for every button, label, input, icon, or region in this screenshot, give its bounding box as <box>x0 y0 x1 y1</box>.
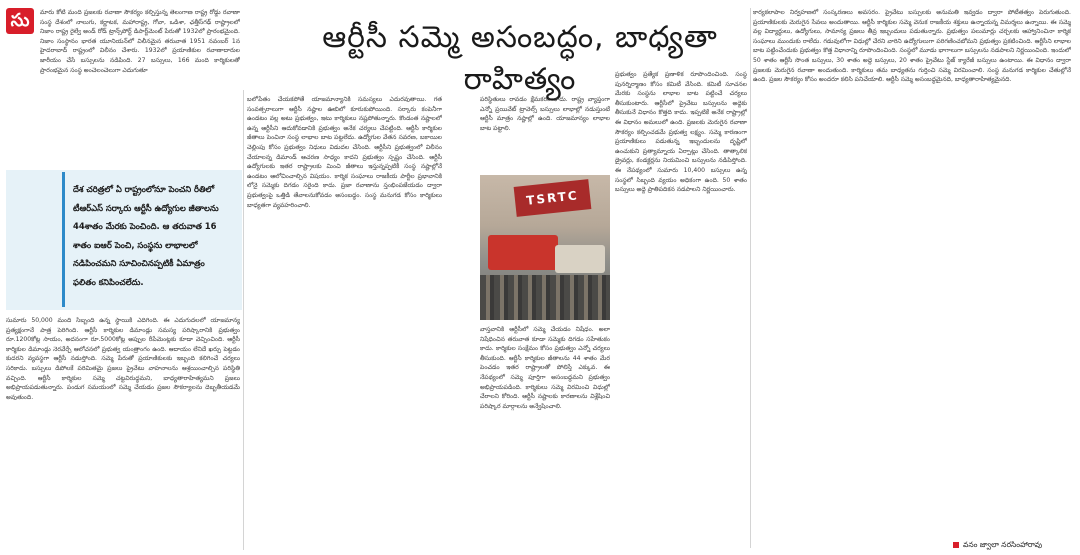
bus-graphic <box>488 235 558 270</box>
article-column-3: పరిస్థితులు రావడం క్షేమకరం కాదు. రాష్ట్ర వ్యాప్తంగా ఎన్నో ప్రయివేట్ ట్రావెల్స్ బస్సులు లాభాల్లో నడుస్తుంటే ఆర్టీసీ మాత్రం నష్టాల్లో ఉంది. యాజమాన్యం లాభాల బాట పట్టాలి. <box>480 96 610 132</box>
pull-quote: దేశ చరిత్రలో ఏ రాష్ట్రంలోనూ పెంచని రీతిలో టీఆర్‌ఎస్ సర్కారు ఆర్టీసీ ఉద్యోగుల జీతాలను 44శాతం మేరకు పెంచింది. ఆ తరువాత 16 శాతం ఐఆర్ పెంచి, సంస్థను లాభాలలో నడిపించమని సూచించినప్పటికీ ఏమాత్రం ఫలితం కనిపించలేదు. <box>62 172 232 307</box>
author-byline <box>953 540 1042 551</box>
article-column-4: ప్రభుత్వం ప్రత్యేక ప్రణాళిక రూపొందించింది. సంస్థ పునర్నిర్మాణం కోసం కమిటీ వేసింది. కమిటీ సూచనల మేరకు సంస్థను లాభాల బాట పట్టించే చర్యలు తీసుకుంటారు. ఆర్టీసీలో ప్రైవేటు బస్సులను అద్దెకు తీసుకునే విధానం కొత్తది కాదు. ఇప్పటికే అనేక రాష్ట్రాల్లో ఈ విధానం అమలులో ఉంది. ప్రజలకు మెరుగైన రవాణా సౌకర్యం కల్పించడమే ప్రభుత్వ లక్ష్యం. సమ్మె కారణంగా ప్రయాణికులు పడుతున్న ఇబ్బందులను దృష్టిలో ఉంచుకుని ప్రత్యామ్నాయ ఏర్పాట్లు చేసింది. తాత్కాలిక డ్రైవర్లు, కండక్టర్లను నియమించి బస్సులను నడిపిస్తోంది. ఈ నేపథ్యంలో సుమారు 10,400 బస్సులు ఉన్న సంస్థలో సిబ్బంది వ్యయం అధికంగా ఉంది. 50 శాతం బస్సులు అద్దె ప్రాతిపదికన నడపాలని నిర్ణయించారు. <box>615 71 747 194</box>
column-divider <box>750 8 751 548</box>
column-divider <box>243 90 244 550</box>
article-column-2: బలోపేతం చేయకపోతే యాజమాన్యానికి సమస్యలు ఎదురవుతాయి. గత సంవత్సరాలుగా ఆర్టీసీ నష్టాల ఊబిలో కూరుకుపోయింది. సర్కారు కంపెనీగా ఉండటం వల్ల అటు ప్రభుత్వం, ఇటు కార్మికులు నష్టపోతున్నారు. కొండంత నష్టాలలో ఉన్న ఆర్టీసీని ఆదుకోవడానికి ప్రభుత్వం అనేక చర్యలు చేపట్టింది. ఆర్టీసీ కార్మికుల జీతాలు పెంచినా సంస్థ లాభాల బాట పట్టలేదు. ఉద్యోగుల వేతన సవరణ, బకాయిల చెల్లింపు కోసం ప్రభుత్వం నిధులు విడుదల చేసింది. ఆర్టీసీని ప్రభుత్వంలో విలీనం చేయాలన్న డిమాండ్ ఆచరణ సాధ్యం కాదని ప్రభుత్వం స్పష్టం చేసింది. ఆర్టీసీ ఉద్యోగులకు ఇతర రాష్ట్రాలకు మించి జీతాలు ఇస్తున్నప్పటికీ సంస్థ నష్టాల్లోనే ఉండటం ఆలోచించాల్సిన విషయం. కార్మిక సంఘాలు రాజకీయ పార్టీల ప్రభావానికి లోనై సమ్మెకు దిగడం సరైంది కాదు. ప్రజా రవాణాను స్తంభింపజేయడం ద్వారా ప్రభుత్వంపై ఒత్తిడి తేవాలనుకోవడం అసంబద్ధం. సంస్థ మనుగడ కోసం కార్మికులు బాధ్యతగా వ్యవహరించాలి. <box>247 96 442 209</box>
article-headline: ఆర్టీసీ సమ్మె అసంబద్ధం, బాధ్యతా రాహిత్యం <box>322 20 718 97</box>
crowd-graphic <box>480 275 610 320</box>
publication-logo: సు <box>6 8 34 34</box>
article-column-5: కార్యకలాపాల నిర్వహణలో సంస్కరణలు అవసరం. ప్రైవేటు బస్సులకు అనుమతి ఇవ్వడం ద్వారా పోటీతత్వం పెరుగుతుంది. ప్రయాణికులకు మెరుగైన సేవలు అందుతాయి. ఆర్టీసీ కార్మికుల సమ్మె వెనుక రాజకీయ శక్తులు ఉన్నాయన్న విమర్శలు ఉన్నాయి. ఈ సమ్మె వల్ల విద్యార్థులు, ఉద్యోగులు, సామాన్య ప్రజలు తీవ్ర ఇబ్బందులు పడుతున్నారు. ప్రభుత్వం పలుమార్లు చర్చలకు ఆహ్వానించినా కార్మిక సంఘాలు ముందుకు రాలేదు. గడువులోగా విధుల్లో చేరని వారిని ఉద్యోగులుగా పరిగణించబోమని ప్రభుత్వం ప్రకటించింది. ఆర్టీసీని లాభాల బాట పట్టించేందుకు ప్రభుత్వం కొత్త విధానాన్ని రూపొందించింది. సంస్థలో మూడు భాగాలుగా బస్సులను నడపాలని నిర్ణయించింది. ఇందులో 50 శాతం ఆర్టీసీ సొంత బస్సులు, 30 శాతం అద్దె బస్సులు, 20 శాతం ప్రైవేటు స్టేజ్ క్యారేజీ బస్సులు ఉంటాయి. ఈ విధానం ద్వారా ప్రజలకు మెరుగైన రవాణా అందుతుంది. కార్మికులు తమ బాధ్యతను గుర్తించి సమ్మె విరమించాలి. సంస్థ మనుగడ కార్మికుల చేతుల్లోనే ఉంది. ప్రజల సౌకర్యం కోసం అందరూ కలిసి పనిచేయాలి. ఆర్టీసీ సమ్మె అసంబద్ధమైనది, బాధ్యతారాహిత్యమైనది. <box>753 9 1071 84</box>
strike-photo <box>480 175 610 320</box>
tsrtc-sign: TSRTC <box>514 179 592 217</box>
article-column-3-continued: వాస్తవానికి ఆర్టీసీలో సమ్మె చేయడం నిషేధం. అలా నిషేధించిన తరువాత కూడా సమ్మెకు దిగడం సహేతుకం కాదు. కార్మికుల సంక్షేమం కోసం ప్రభుత్వం ఎన్నో చర్యలు తీసుకుంది. ఆర్టీసీ కార్మికుల జీతాలను 44 శాతం మేర పెంచడం ఇతర రాష్ట్రాలతో పోలిస్తే ఎక్కువ. ఈ నేపథ్యంలో సమ్మె పూర్తిగా అసంబద్ధమని ప్రభుత్వం అభిప్రాయపడింది. కార్మికులు సమ్మె విరమించి విధుల్లో చేరాలని కోరింది. ఆర్టీసీ నష్టాలకు కారణాలను విశ్లేషించి పరిష్కార మార్గాలను అన్వేషించాలి. <box>480 326 610 410</box>
article-column-1-continued: సుమారు 50,000 మంది సిబ్బంది ఉన్న స్థాయికి ఎదిగింది. ఈ ఎదుగుదలలో యాజమాన్య ప్రత్యక్షంగానే పాత్ర పెరిగింది. ఆర్టీసీ కార్మికుల డిమాండ్లు సమస్య పరిష్కారానికి ప్రభుత్వం రూ.1200కోట్ల సాయం, అదనంగా రూ.5000కోట్ల అప్పుల రీపేమెంట్లకు కూడా వెచ్చించింది. ఆర్టీసీ కార్మికుల డిమాండ్లు నెరవేర్చే ఆలోచనలో ప్రభుత్వ యంత్రాంగం ఉంది. ఆదాయం లేనిదే ఖర్చు పెట్టడం కుదరని వ్యవస్థగా ఆర్టీసీ నడుస్తోంది. సమ్మె పేరుతో ప్రయాణికులకు ఇబ్బంది కలిగించే చర్యలు సరికాదు. బస్సులు డిపోలకే పరిమితమై ప్రజలు ప్రైవేటు వాహనాలను ఆశ్రయించాల్సిన పరిస్థితి వచ్చింది. ఆర్టీసీ కార్మికుల సమ్మె చట్టవిరుద్ధమని, బాధ్యతారాహిత్యమని ప్రజలు అభిప్రాయపడుతున్నారు. పండుగ సమయంలో సమ్మె చేయడం ప్రజల సౌకర్యాలను దెబ్బతీయడమే అవుతుంది. <box>6 317 240 401</box>
author-name: వనం జ్వాలా నరసింహారావు <box>963 540 1043 549</box>
bus-graphic <box>555 245 605 273</box>
byline-marker <box>953 542 959 548</box>
article-column-1: మారు కోటి మంది ప్రజలకు రవాణా సౌకర్యం కల్పిస్తున్న తెలంగాణ రాష్ట్ర రోడ్డు రవాణా సంస్థ దేశంలో నాలుగు, కర్ణాటక, మహారాష్ట్ర, గోవా, ఒడిశా, ఛత్తీస్‌గఢ్ రాష్ట్రాలలో నిజాం రాష్ట్ర రైల్వే అండ్ రోడ్ ట్రాన్స్‌పోర్ట్ డిపార్ట్‌మెంట్ పేరుతో 1932లో ప్రారంభమైంది. నిజాం సంస్థానం భారత యూనియన్‌లో విలీనమైన తరువాత 1951 నవంబర్ 1న హైదరాబాద్ రాష్ట్రంలో విలీనం చేశారు. 1932లో ప్రయాణికుల రవాణాదారుల జారీయం చేసే బస్సులను నడిపింది. 27 బస్సులు, 166 మంది కార్మికులతో ప్రారంభమైన సంస్థ అంచెలంచెలుగా ఎదుగుతూ <box>40 9 240 74</box>
